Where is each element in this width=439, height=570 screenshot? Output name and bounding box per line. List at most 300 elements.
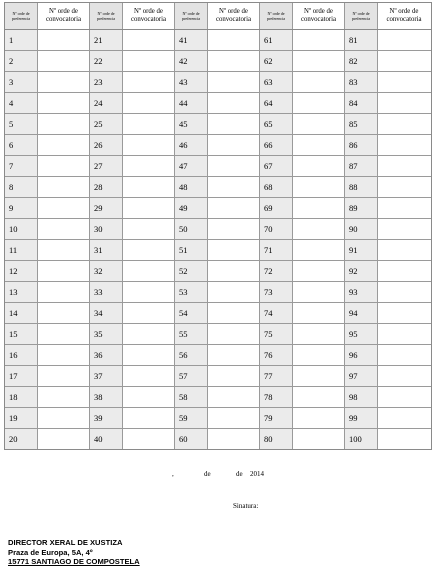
row-block xyxy=(260,324,345,344)
row-block xyxy=(5,93,90,113)
row-block xyxy=(90,177,175,197)
row-block xyxy=(90,366,175,386)
preference-number: 44 xyxy=(175,93,208,113)
convocation-entry-field[interactable] xyxy=(123,366,175,386)
preference-number: 41 xyxy=(175,30,208,50)
convocation-entry-field[interactable] xyxy=(378,156,430,176)
convocation-entry-field[interactable] xyxy=(293,30,345,50)
header-preference: Nº orde de preferencia xyxy=(5,3,38,29)
header-convocation: Nº orde de convocatoria xyxy=(378,3,430,29)
row-block xyxy=(5,51,90,71)
row-block xyxy=(90,93,175,113)
convocation-entry-field[interactable] xyxy=(208,366,260,386)
preference-number: 59 xyxy=(175,408,208,428)
convocation-entry-field[interactable] xyxy=(123,198,175,218)
preference-number: 23 xyxy=(90,72,123,92)
date-line xyxy=(0,470,439,482)
row-block xyxy=(260,282,345,302)
preference-number: 68 xyxy=(260,177,293,197)
preference-number: 54 xyxy=(175,303,208,323)
convocation-entry-field[interactable] xyxy=(123,282,175,302)
row-block xyxy=(345,345,430,365)
convocation-entry-field[interactable] xyxy=(293,72,345,92)
convocation-entry-field[interactable] xyxy=(208,345,260,365)
convocation-entry-field[interactable] xyxy=(208,198,260,218)
row-block xyxy=(345,72,430,92)
convocation-entry-field[interactable] xyxy=(378,408,430,428)
preference-number: 32 xyxy=(90,261,123,281)
row-block xyxy=(5,387,90,407)
preference-number: 97 xyxy=(345,366,378,386)
convocation-entry-field[interactable] xyxy=(208,156,260,176)
header-preference: Nº orde de preferencia xyxy=(260,3,293,29)
preference-number: 42 xyxy=(175,51,208,71)
row-block xyxy=(175,135,260,155)
convocation-entry-field[interactable] xyxy=(293,219,345,239)
row-block xyxy=(345,219,430,239)
preference-number: 66 xyxy=(260,135,293,155)
convocation-entry-field[interactable] xyxy=(378,303,430,323)
preference-number: 37 xyxy=(90,366,123,386)
row-block xyxy=(90,30,175,50)
preference-number: 13 xyxy=(5,282,38,302)
row-block xyxy=(345,387,430,407)
row-block xyxy=(260,408,345,428)
preference-number: 19 xyxy=(5,408,38,428)
row-block xyxy=(90,219,175,239)
convocation-entry-field[interactable] xyxy=(123,135,175,155)
row-block xyxy=(260,72,345,92)
convocation-entry-field[interactable] xyxy=(293,51,345,71)
row-block xyxy=(5,30,90,50)
preference-number: 83 xyxy=(345,72,378,92)
preference-number: 65 xyxy=(260,114,293,134)
row-block xyxy=(345,261,430,281)
convocation-entry-field[interactable] xyxy=(123,30,175,50)
table-row xyxy=(5,240,431,261)
preference-number: 7 xyxy=(5,156,38,176)
row-block xyxy=(90,114,175,134)
preference-number: 38 xyxy=(90,387,123,407)
preference-number: 51 xyxy=(175,240,208,260)
convocation-entry-field[interactable] xyxy=(123,345,175,365)
row-block xyxy=(5,261,90,281)
convocation-entry-field[interactable] xyxy=(123,240,175,260)
header-preference: Nº orde de preferencia xyxy=(175,3,208,29)
convocation-entry-field[interactable] xyxy=(378,114,430,134)
convocation-entry-field[interactable] xyxy=(378,261,430,281)
preference-number: 62 xyxy=(260,51,293,71)
preference-table xyxy=(4,2,432,450)
address-line-3: 15771 SANTIAGO DE COMPOSTELA xyxy=(8,557,140,566)
convocation-entry-field[interactable] xyxy=(38,72,90,92)
preference-number: 63 xyxy=(260,72,293,92)
convocation-entry-field[interactable] xyxy=(293,408,345,428)
row-block xyxy=(5,240,90,260)
row-block xyxy=(345,135,430,155)
convocation-entry-field[interactable] xyxy=(378,345,430,365)
row-block xyxy=(5,156,90,176)
header-block xyxy=(175,3,260,29)
convocation-entry-field[interactable] xyxy=(293,345,345,365)
convocation-entry-field[interactable] xyxy=(38,135,90,155)
row-block xyxy=(345,324,430,344)
preference-number: 40 xyxy=(90,429,123,449)
preference-number: 81 xyxy=(345,30,378,50)
convocation-entry-field[interactable] xyxy=(293,93,345,113)
preference-number: 52 xyxy=(175,261,208,281)
row-block xyxy=(260,30,345,50)
row-block xyxy=(175,324,260,344)
preference-number: 91 xyxy=(345,240,378,260)
preference-number: 9 xyxy=(5,198,38,218)
date-de-1: de xyxy=(204,470,211,478)
convocation-entry-field[interactable] xyxy=(38,93,90,113)
convocation-entry-field[interactable] xyxy=(38,177,90,197)
row-block xyxy=(260,198,345,218)
convocation-entry-field[interactable] xyxy=(123,51,175,71)
header-convocation: Nº orde de convocatoria xyxy=(293,3,345,29)
row-block xyxy=(5,135,90,155)
table-row xyxy=(5,177,431,198)
convocation-entry-field[interactable] xyxy=(293,261,345,281)
preference-number: 15 xyxy=(5,324,38,344)
row-block xyxy=(90,198,175,218)
table-header-row xyxy=(5,3,431,30)
convocation-entry-field[interactable] xyxy=(293,240,345,260)
row-block xyxy=(260,219,345,239)
row-block xyxy=(175,261,260,281)
row-block xyxy=(345,30,430,50)
convocation-entry-field[interactable] xyxy=(38,282,90,302)
convocation-entry-field[interactable] xyxy=(208,429,260,449)
preference-number: 94 xyxy=(345,303,378,323)
convocation-entry-field[interactable] xyxy=(378,51,430,71)
row-block xyxy=(5,114,90,134)
convocation-entry-field[interactable] xyxy=(38,345,90,365)
row-block xyxy=(90,240,175,260)
preference-number: 47 xyxy=(175,156,208,176)
convocation-entry-field[interactable] xyxy=(378,387,430,407)
convocation-entry-field[interactable] xyxy=(378,282,430,302)
convocation-entry-field[interactable] xyxy=(38,387,90,407)
preference-number: 93 xyxy=(345,282,378,302)
table-row xyxy=(5,282,431,303)
row-block xyxy=(5,219,90,239)
convocation-entry-field[interactable] xyxy=(208,261,260,281)
convocation-entry-field[interactable] xyxy=(293,324,345,344)
row-block xyxy=(175,30,260,50)
convocation-entry-field[interactable] xyxy=(378,240,430,260)
row-block xyxy=(5,177,90,197)
convocation-entry-field[interactable] xyxy=(293,387,345,407)
table-row xyxy=(5,72,431,93)
row-block xyxy=(90,135,175,155)
preference-number: 10 xyxy=(5,219,38,239)
convocation-entry-field[interactable] xyxy=(293,177,345,197)
row-block xyxy=(175,177,260,197)
row-block xyxy=(5,345,90,365)
convocation-entry-field[interactable] xyxy=(38,366,90,386)
preference-number: 36 xyxy=(90,345,123,365)
convocation-entry-field[interactable] xyxy=(208,282,260,302)
row-block xyxy=(175,219,260,239)
row-block xyxy=(345,177,430,197)
preference-number: 46 xyxy=(175,135,208,155)
convocation-entry-field[interactable] xyxy=(123,114,175,134)
convocation-entry-field[interactable] xyxy=(208,387,260,407)
table-row xyxy=(5,429,431,449)
row-block xyxy=(345,198,430,218)
convocation-entry-field[interactable] xyxy=(378,72,430,92)
row-block xyxy=(5,198,90,218)
row-block xyxy=(175,345,260,365)
header-block xyxy=(5,3,90,29)
preference-number: 4 xyxy=(5,93,38,113)
table-row xyxy=(5,51,431,72)
preference-number: 88 xyxy=(345,177,378,197)
convocation-entry-field[interactable] xyxy=(293,135,345,155)
table-row xyxy=(5,303,431,324)
preference-number: 17 xyxy=(5,366,38,386)
convocation-entry-field[interactable] xyxy=(123,303,175,323)
preference-number: 60 xyxy=(175,429,208,449)
table-row xyxy=(5,198,431,219)
preference-number: 2 xyxy=(5,51,38,71)
preference-number: 34 xyxy=(90,303,123,323)
row-block xyxy=(260,387,345,407)
convocation-entry-field[interactable] xyxy=(208,240,260,260)
preference-number: 21 xyxy=(90,30,123,50)
convocation-entry-field[interactable] xyxy=(208,324,260,344)
preference-number: 56 xyxy=(175,345,208,365)
header-block xyxy=(90,3,175,29)
row-block xyxy=(90,324,175,344)
convocation-entry-field[interactable] xyxy=(123,324,175,344)
preference-number: 43 xyxy=(175,72,208,92)
address-block xyxy=(8,538,140,567)
row-block xyxy=(345,282,430,302)
preference-number: 70 xyxy=(260,219,293,239)
convocation-entry-field[interactable] xyxy=(123,429,175,449)
convocation-entry-field[interactable] xyxy=(378,429,430,449)
convocation-entry-field[interactable] xyxy=(208,219,260,239)
preference-number: 18 xyxy=(5,387,38,407)
convocation-entry-field[interactable] xyxy=(38,156,90,176)
convocation-entry-field[interactable] xyxy=(378,135,430,155)
convocation-entry-field[interactable] xyxy=(38,30,90,50)
convocation-entry-field[interactable] xyxy=(378,30,430,50)
convocation-entry-field[interactable] xyxy=(38,114,90,134)
table-row xyxy=(5,387,431,408)
header-convocation: Nº orde de convocatoria xyxy=(123,3,175,29)
row-block xyxy=(5,303,90,323)
row-block xyxy=(260,93,345,113)
row-block xyxy=(175,156,260,176)
convocation-entry-field[interactable] xyxy=(38,303,90,323)
convocation-entry-field[interactable] xyxy=(378,366,430,386)
row-block xyxy=(260,345,345,365)
row-block xyxy=(5,324,90,344)
row-block xyxy=(345,303,430,323)
convocation-entry-field[interactable] xyxy=(208,177,260,197)
preference-number: 53 xyxy=(175,282,208,302)
row-block xyxy=(345,408,430,428)
header-block xyxy=(260,3,345,29)
row-block xyxy=(175,240,260,260)
row-block xyxy=(260,240,345,260)
preference-number: 55 xyxy=(175,324,208,344)
row-block xyxy=(260,261,345,281)
preference-number: 3 xyxy=(5,72,38,92)
row-block xyxy=(345,51,430,71)
preference-number: 69 xyxy=(260,198,293,218)
preference-number: 20 xyxy=(5,429,38,449)
table-row xyxy=(5,156,431,177)
row-block xyxy=(345,366,430,386)
row-block xyxy=(345,156,430,176)
preference-number: 76 xyxy=(260,345,293,365)
preference-number: 73 xyxy=(260,282,293,302)
preference-number: 57 xyxy=(175,366,208,386)
convocation-entry-field[interactable] xyxy=(378,177,430,197)
table-row xyxy=(5,114,431,135)
row-block xyxy=(175,93,260,113)
convocation-entry-field[interactable] xyxy=(208,72,260,92)
address-line-1: DIRECTOR XERAL DE XUSTIZA xyxy=(8,538,123,547)
convocation-entry-field[interactable] xyxy=(38,324,90,344)
convocation-entry-field[interactable] xyxy=(38,261,90,281)
convocation-entry-field[interactable] xyxy=(208,30,260,50)
row-block xyxy=(90,156,175,176)
convocation-entry-field[interactable] xyxy=(293,282,345,302)
preference-number: 33 xyxy=(90,282,123,302)
table-row xyxy=(5,30,431,51)
header-convocation: Nº orde de convocatoria xyxy=(38,3,90,29)
header-preference: Nº orde de preferencia xyxy=(345,3,378,29)
convocation-entry-field[interactable] xyxy=(38,219,90,239)
convocation-entry-field[interactable] xyxy=(123,219,175,239)
row-block xyxy=(260,156,345,176)
convocation-entry-field[interactable] xyxy=(123,93,175,113)
date-de-2: de xyxy=(236,470,243,478)
convocation-entry-field[interactable] xyxy=(38,429,90,449)
preference-number: 72 xyxy=(260,261,293,281)
convocation-entry-field[interactable] xyxy=(378,198,430,218)
date-comma: , xyxy=(172,470,174,478)
preference-number: 24 xyxy=(90,93,123,113)
convocation-entry-field[interactable] xyxy=(123,408,175,428)
convocation-entry-field[interactable] xyxy=(293,366,345,386)
preference-number: 85 xyxy=(345,114,378,134)
row-block xyxy=(175,303,260,323)
preference-number: 98 xyxy=(345,387,378,407)
preference-number: 89 xyxy=(345,198,378,218)
table-row xyxy=(5,261,431,282)
convocation-entry-field[interactable] xyxy=(208,51,260,71)
table-row xyxy=(5,345,431,366)
row-block xyxy=(260,366,345,386)
row-block xyxy=(5,408,90,428)
convocation-entry-field[interactable] xyxy=(208,303,260,323)
convocation-entry-field[interactable] xyxy=(208,135,260,155)
preference-number: 90 xyxy=(345,219,378,239)
convocation-entry-field[interactable] xyxy=(38,408,90,428)
row-block xyxy=(260,114,345,134)
convocation-entry-field[interactable] xyxy=(208,408,260,428)
convocation-entry-field[interactable] xyxy=(123,261,175,281)
preference-number: 78 xyxy=(260,387,293,407)
convocation-entry-field[interactable] xyxy=(293,156,345,176)
table-row xyxy=(5,135,431,156)
convocation-entry-field[interactable] xyxy=(293,114,345,134)
preference-number: 99 xyxy=(345,408,378,428)
preference-number: 86 xyxy=(345,135,378,155)
header-preference: Nº orde de preferencia xyxy=(90,3,123,29)
convocation-entry-field[interactable] xyxy=(293,303,345,323)
convocation-entry-field[interactable] xyxy=(38,198,90,218)
row-block xyxy=(90,282,175,302)
row-block xyxy=(5,72,90,92)
row-block xyxy=(260,135,345,155)
convocation-entry-field[interactable] xyxy=(378,219,430,239)
convocation-entry-field[interactable] xyxy=(208,93,260,113)
row-block xyxy=(345,429,430,449)
row-block xyxy=(175,51,260,71)
address-line-2: Praza de Europa, 5A, 4º xyxy=(8,547,93,557)
convocation-entry-field[interactable] xyxy=(293,198,345,218)
preference-number: 6 xyxy=(5,135,38,155)
row-block xyxy=(175,198,260,218)
row-block xyxy=(260,51,345,71)
row-block xyxy=(175,114,260,134)
convocation-entry-field[interactable] xyxy=(123,156,175,176)
preference-number: 75 xyxy=(260,324,293,344)
preference-number: 8 xyxy=(5,177,38,197)
convocation-entry-field[interactable] xyxy=(38,51,90,71)
preference-number: 67 xyxy=(260,156,293,176)
preference-number: 25 xyxy=(90,114,123,134)
preference-number: 31 xyxy=(90,240,123,260)
preference-number: 22 xyxy=(90,51,123,71)
preference-number: 77 xyxy=(260,366,293,386)
convocation-entry-field[interactable] xyxy=(123,177,175,197)
header-convocation: Nº orde de convocatoria xyxy=(208,3,260,29)
convocation-entry-field[interactable] xyxy=(378,324,430,344)
convocation-entry-field[interactable] xyxy=(293,429,345,449)
header-block xyxy=(345,3,430,29)
convocation-entry-field[interactable] xyxy=(38,240,90,260)
row-block xyxy=(260,177,345,197)
row-block xyxy=(90,261,175,281)
convocation-entry-field[interactable] xyxy=(208,114,260,134)
row-block xyxy=(175,72,260,92)
row-block xyxy=(345,240,430,260)
row-block xyxy=(175,429,260,449)
table-row xyxy=(5,93,431,114)
preference-number: 87 xyxy=(345,156,378,176)
row-block xyxy=(90,408,175,428)
row-block xyxy=(345,93,430,113)
row-block xyxy=(5,366,90,386)
preference-number: 95 xyxy=(345,324,378,344)
preference-number: 84 xyxy=(345,93,378,113)
signature-label: Sinatura: xyxy=(233,502,259,510)
convocation-entry-field[interactable] xyxy=(123,72,175,92)
preference-number: 50 xyxy=(175,219,208,239)
convocation-entry-field[interactable] xyxy=(123,387,175,407)
convocation-entry-field[interactable] xyxy=(378,93,430,113)
